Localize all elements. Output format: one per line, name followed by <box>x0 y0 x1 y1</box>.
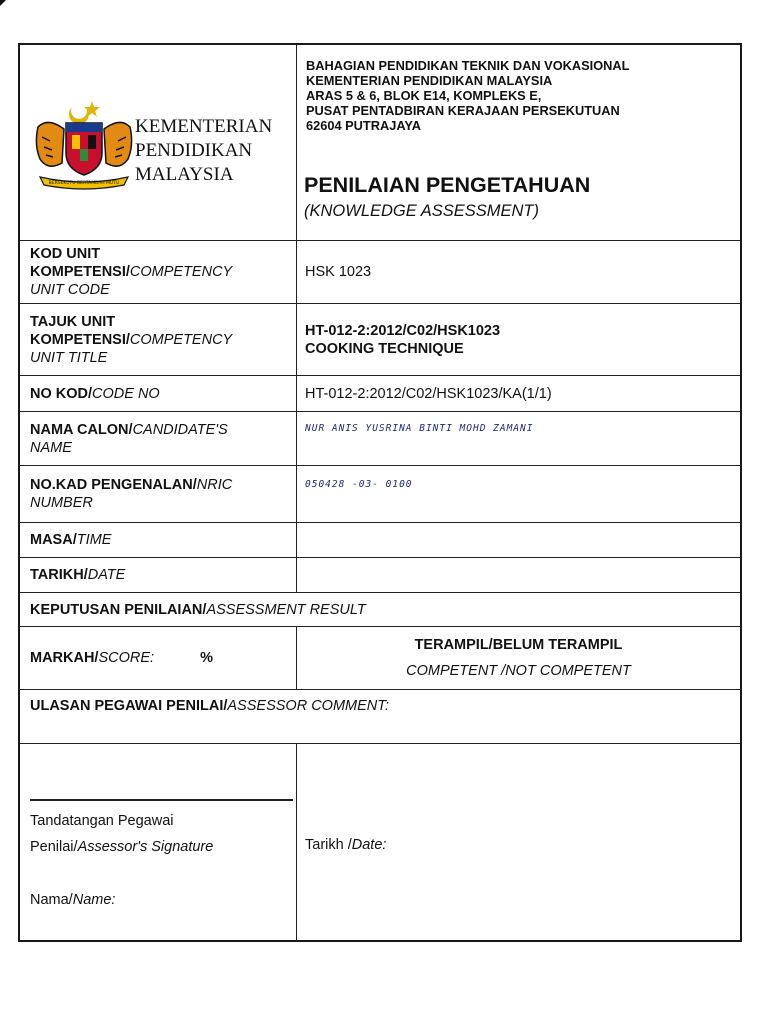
assessor-signature-block[interactable] <box>20 744 297 940</box>
nric-label: NO.KAD PENGENALAN/NRIC NUMBER <box>20 466 297 522</box>
address-line-3: ARAS 5 & 6, BLOK E14, KOMPLEKS E, <box>306 88 542 103</box>
unit-code-field[interactable] <box>297 241 740 303</box>
address-line-1: BAHAGIAN PENDIDIKAN TEKNIK DAN VOKASIONAL <box>306 58 630 73</box>
assessment-result-heading-row <box>20 593 740 627</box>
candidate-name-label: NAMA CALON/CANDIDATE'S NAME <box>20 412 297 465</box>
unit-code-label: KOD UNIT KOMPETENSI/COMPETENCY UNIT CODE <box>20 241 297 303</box>
competence-status-field[interactable] <box>297 627 740 689</box>
page-corner-mark <box>0 0 6 6</box>
competence-status-english: COMPETENT /NOT COMPETENT <box>406 663 631 679</box>
nric-value: 050428 -03- 0100 <box>305 479 413 490</box>
date-label: TARIKH/DATE <box>20 558 297 592</box>
form-subtitle: (KNOWLEDGE ASSESSMENT) <box>304 202 540 220</box>
time-label: MASA/TIME <box>20 523 297 557</box>
ministry-name-line-2: PENDIDIKAN <box>135 140 253 161</box>
time-field[interactable] <box>297 523 740 557</box>
signature-row <box>20 744 740 940</box>
nric-row <box>20 466 740 523</box>
date-row <box>20 558 740 593</box>
score-row <box>20 627 740 690</box>
unit-code-row <box>20 241 740 304</box>
assessor-comment-row <box>20 690 740 744</box>
unit-title-label: TAJUK UNIT KOMPETENSI/COMPETENCY UNIT TITLE <box>20 304 297 375</box>
code-no-row <box>20 376 740 412</box>
assessment-result-heading: KEPUTUSAN PENILAIAN/ ASSESSMENT RESULT <box>30 601 366 618</box>
department-address <box>306 58 629 133</box>
unit-title-field[interactable] <box>297 304 740 375</box>
address-line-5: 62604 PUTRAJAYA <box>306 118 422 133</box>
candidate-name-field[interactable] <box>297 412 740 465</box>
ministry-name-line-3: MALAYSIA <box>135 164 234 185</box>
candidate-name-row <box>20 412 740 466</box>
malaysia-coat-of-arms-icon <box>32 97 136 193</box>
unit-title-value-name: COOKING TECHNIQUE <box>305 340 464 357</box>
assessor-name-label: Nama/Name: <box>30 892 116 908</box>
code-no-label: NO KOD/CODE NO <box>20 376 297 411</box>
form-title: PENILAIAN PENGETAHUAN <box>304 173 591 197</box>
code-no-value: HT-012-2:2012/C02/HSK1023/KA(1/1) <box>305 385 552 402</box>
signature-line <box>30 799 293 801</box>
ministry-name <box>135 115 272 187</box>
ministry-name-line-1: KEMENTERIAN <box>135 116 273 137</box>
form-header <box>20 45 740 241</box>
unit-title-value-code: HT-012-2:2012/C02/HSK1023 <box>305 322 501 339</box>
signature-caption-2: Penilai/Assessor's Signature <box>30 839 214 855</box>
address-line-4: PUSAT PENTADBIRAN KERAJAAN PERSEKUTUAN <box>306 103 620 118</box>
time-row <box>20 523 740 558</box>
ministry-logo-block <box>20 45 297 240</box>
signature-caption-1: Tandatangan Pegawai <box>30 813 174 829</box>
signature-date-block[interactable] <box>297 744 740 940</box>
competence-status-malay: TERAMPIL/BELUM TERAMPIL <box>414 637 623 653</box>
crest-motto: BERSEKUTU BERTAMBAH MUTU <box>48 181 120 186</box>
candidate-name-value: NUR ANIS YUSRINA BINTI MOHD ZAMANI <box>305 423 534 434</box>
assessment-form <box>18 43 742 942</box>
score-label: MARKAH/ SCORE: % <box>20 627 297 689</box>
nric-field[interactable] <box>297 466 740 522</box>
address-line-2: KEMENTERIAN PENDIDIKAN MALAYSIA <box>306 73 553 88</box>
assessor-comment-heading[interactable]: ULASAN PEGAWAI PENILAI/ ASSESSOR COMMENT: <box>30 698 390 714</box>
unit-code-value: HSK 1023 <box>305 264 372 280</box>
date-field[interactable] <box>297 558 740 592</box>
signature-date-label: Tarikh /Date: <box>305 837 387 853</box>
unit-title-row <box>20 304 740 376</box>
score-percent-sign[interactable]: % <box>200 650 213 666</box>
code-no-field[interactable] <box>297 376 740 411</box>
